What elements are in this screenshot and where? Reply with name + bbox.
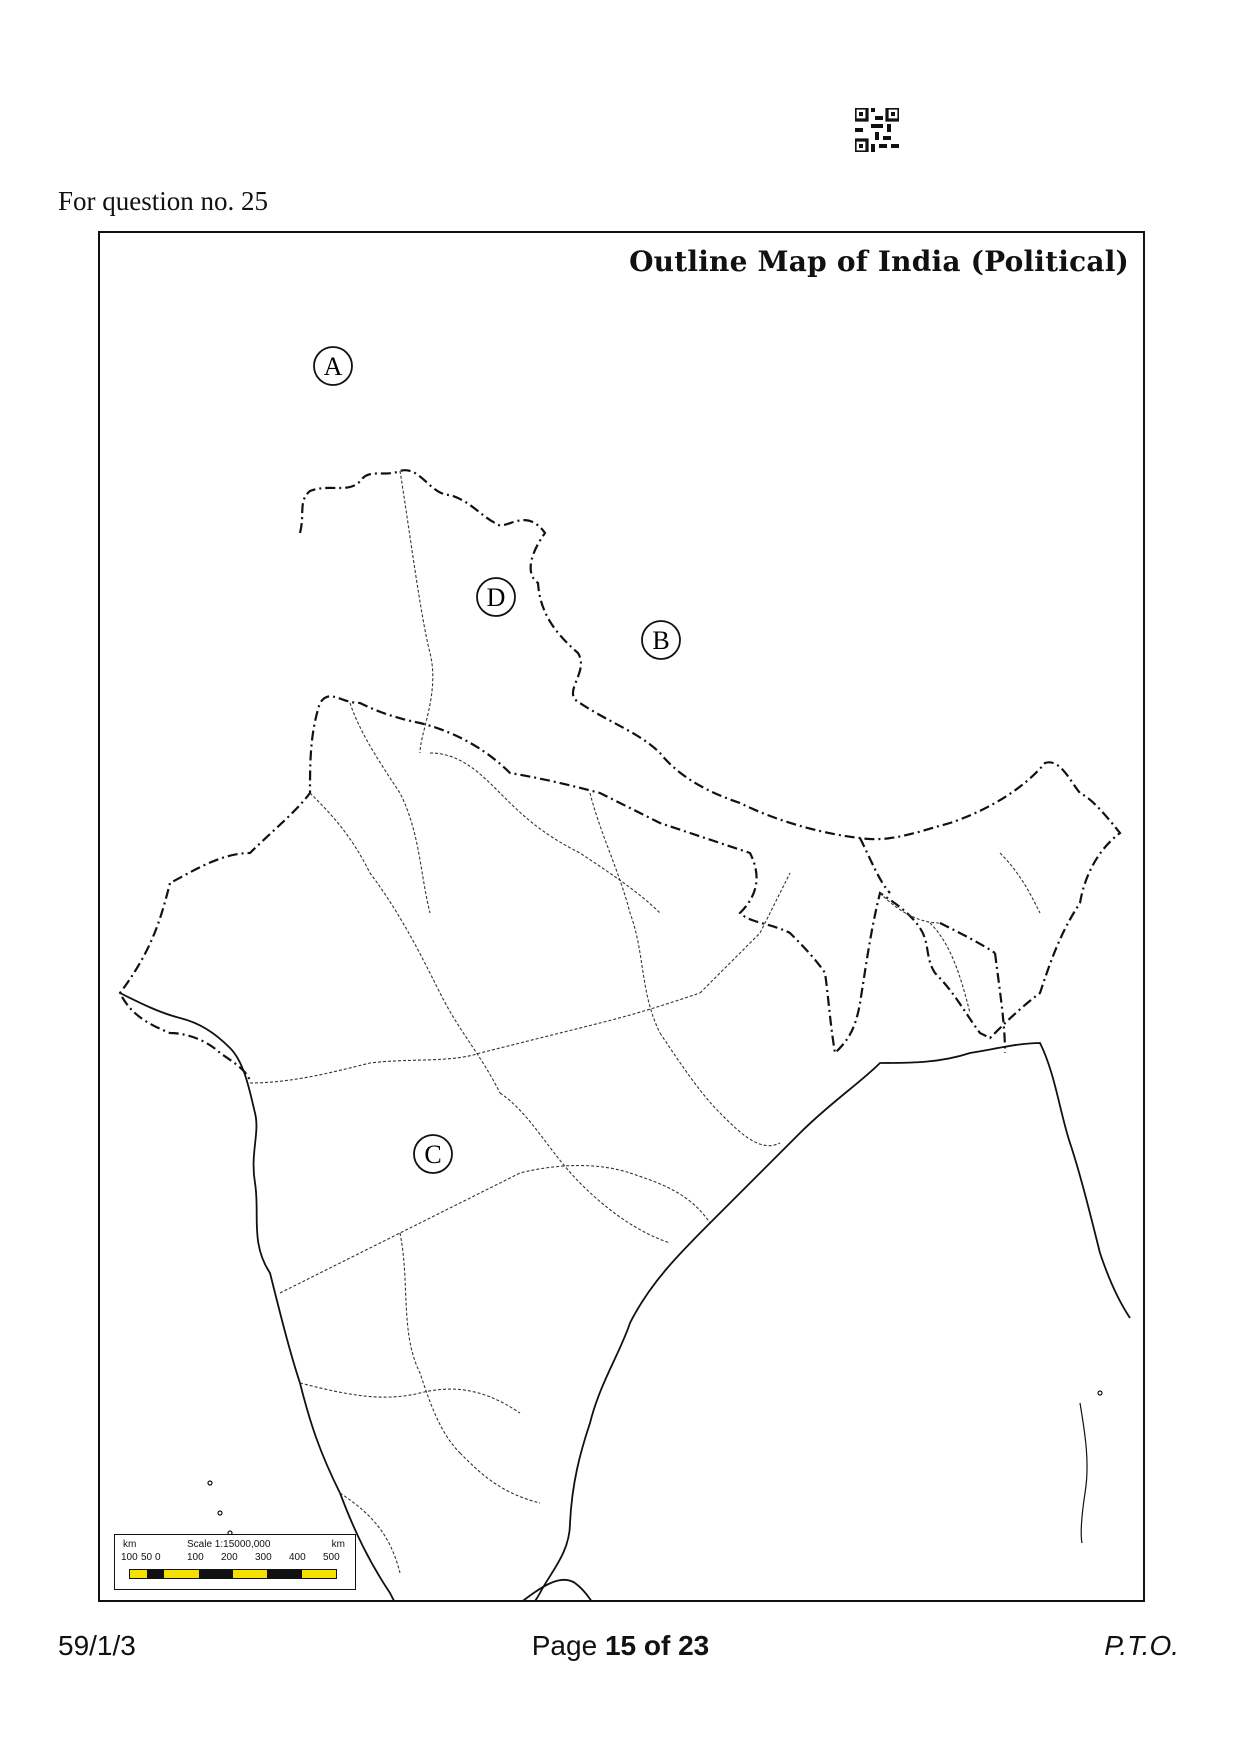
map-title: Outline Map of India (Political) [629, 245, 1129, 278]
india-outline-map [100, 233, 1143, 1600]
marker-label: A [323, 352, 343, 381]
question-label: For question no. 25 [58, 186, 269, 216]
coastline [120, 993, 1130, 1600]
page-of: of [643, 1630, 671, 1661]
scale-bar-segments [129, 1569, 337, 1579]
scale-tick: 50 [141, 1552, 153, 1563]
page-current: 15 [604, 1630, 637, 1661]
marker-label: C [424, 1140, 442, 1169]
map-frame [98, 231, 1145, 1602]
scale-tick: 100 [187, 1552, 204, 1563]
scale-tick: 100 [121, 1552, 138, 1563]
marker-label: D [486, 583, 506, 612]
pto-text: P.T.O. [1104, 1630, 1179, 1661]
scale-bar [114, 1534, 356, 1590]
marker-d [477, 578, 515, 616]
paper-code: 59/1/3 [58, 1630, 136, 1661]
international-border [120, 470, 1120, 1083]
scale-tick: 500 [323, 1552, 340, 1563]
scale-text: Scale 1:15000,000 [187, 1539, 271, 1550]
scale-tick: 400 [289, 1552, 306, 1563]
northeast-border [860, 838, 1005, 1053]
marker-c [414, 1135, 452, 1173]
page-number [0, 1630, 1241, 1662]
scale-unit-left: km [123, 1539, 137, 1550]
marker-a [314, 347, 352, 385]
scale-unit-right: km [331, 1539, 345, 1550]
page-word: Page [531, 1630, 598, 1661]
scale-tick: 200 [221, 1552, 238, 1563]
scale-tick: 300 [255, 1552, 272, 1563]
marker-label: B [652, 626, 670, 655]
page-total: 23 [678, 1630, 710, 1661]
scale-tick: 0 [155, 1552, 161, 1563]
sri-lanka-outline [520, 1580, 616, 1600]
qr-code-icon [855, 108, 899, 152]
marker-b [642, 621, 680, 659]
